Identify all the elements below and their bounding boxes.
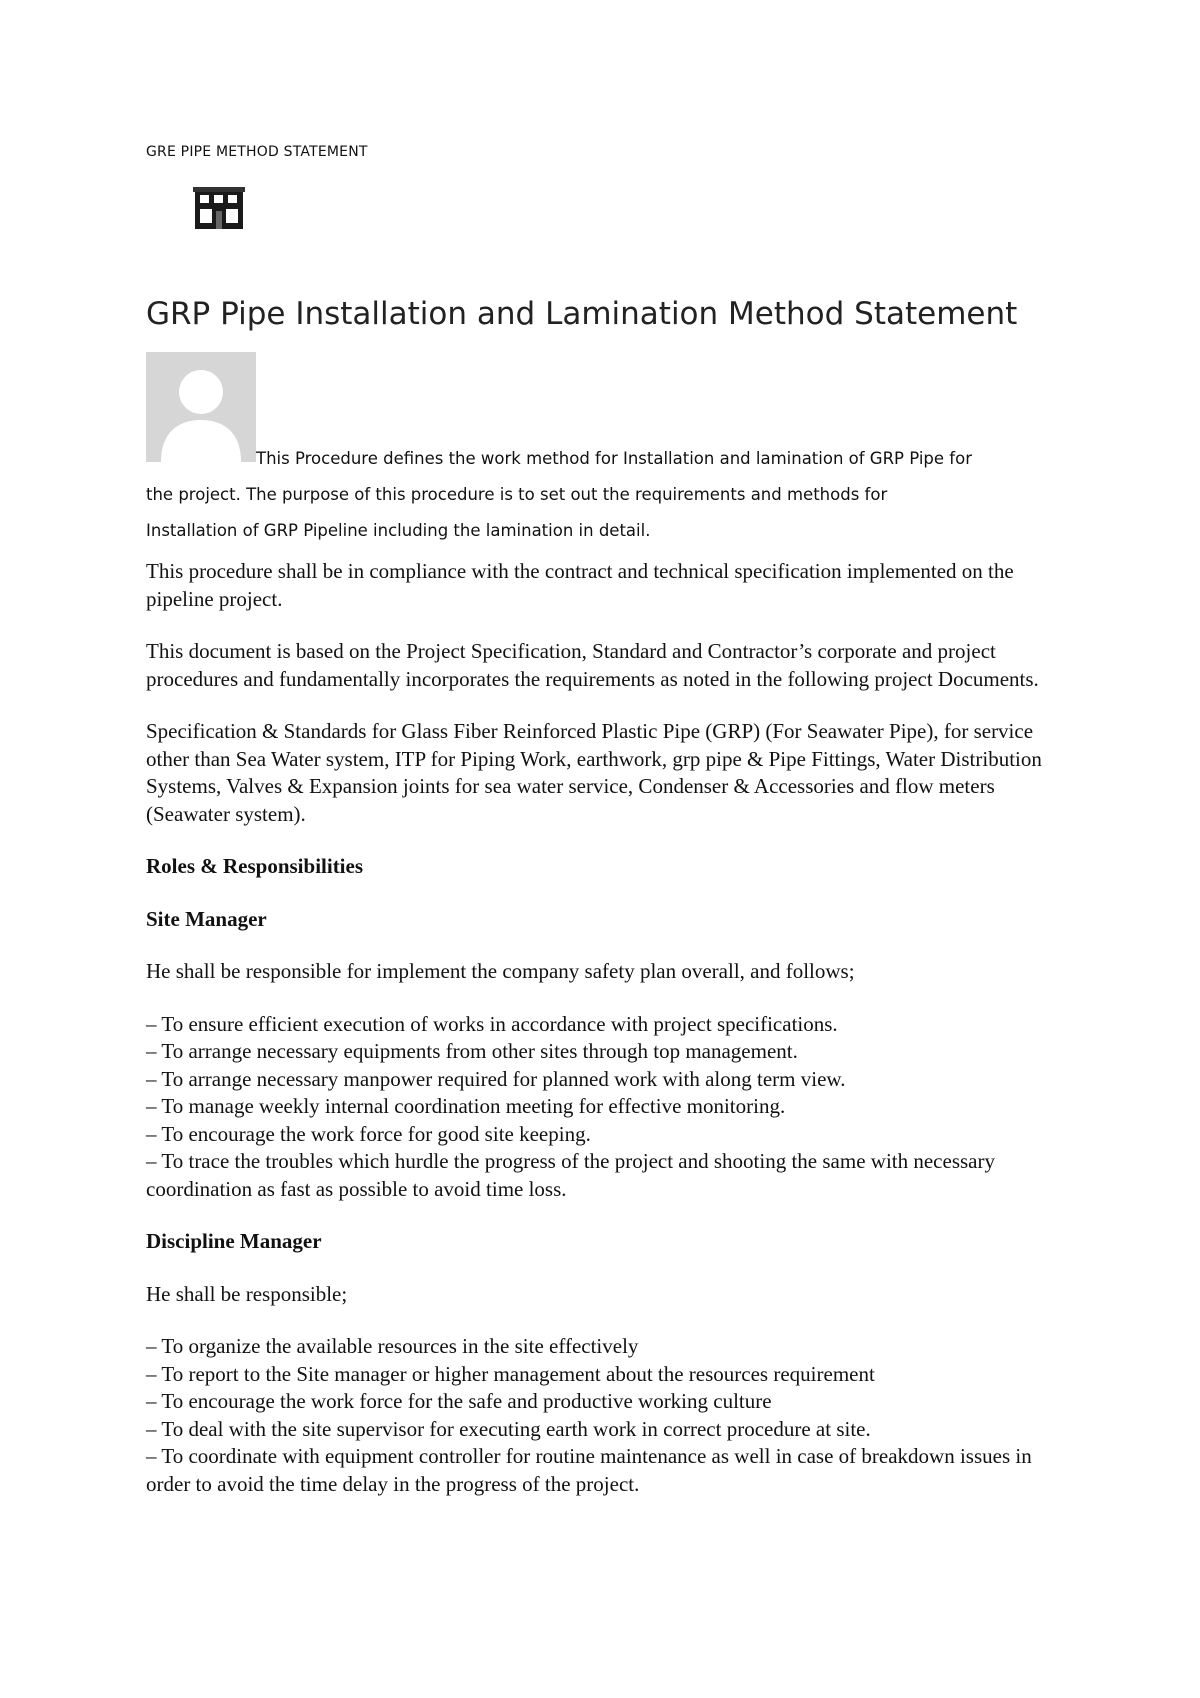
intro-line-2: the project. The purpose of this procedure is to set out the requirements and methods for xyxy=(146,485,888,504)
basis-paragraph: This document is based on the Project Specification, Standard and Contractor’s corporate and project procedures and fundamentally incorporates the requirements as noted in the following project Documents. xyxy=(146,639,1039,691)
discipline-manager-intro: He shall be responsible; xyxy=(146,1281,348,1306)
list-item: – To coordinate with equipment controller for routine maintenance as well in case of breakdown issues in order to avoid the time delay in the progress of the project. xyxy=(146,1444,1032,1496)
list-item: – To trace the troubles which hurdle the progress of the project and shooting the same with necessary coordination as fast as possible to avoid time loss. xyxy=(146,1149,995,1201)
list-item: – To organize the available resources in the site effectively xyxy=(146,1334,639,1358)
discipline-manager-list xyxy=(146,1333,1076,1498)
list-item: – To ensure efficient execution of works in accordance with project specifications. xyxy=(146,1011,838,1036)
page-title: GRP Pipe Installation and Lamination Method Statement xyxy=(146,296,1018,332)
list-item: – To encourage the work force for good site keeping. xyxy=(146,1121,591,1146)
intro-paragraph xyxy=(146,441,1076,549)
building-logo-icon xyxy=(193,183,245,231)
intro-line-1: This Procedure defines the work method for Installation and lamination of GRP Pipe for xyxy=(256,449,972,468)
site-manager-list xyxy=(146,1011,1076,1204)
list-item: – To encourage the work force for the safe and productive working culture xyxy=(146,1389,772,1413)
site-manager-intro: He shall be responsible for implement the company safety plan overall, and follows; xyxy=(146,959,855,983)
list-item: – To arrange necessary equipments from other sites through top management. xyxy=(146,1039,798,1063)
list-item: – To deal with the site supervisor for executing earth work in correct procedure at site. xyxy=(146,1416,871,1441)
specs-paragraph: Specification & Standards for Glass Fiber Reinforced Plastic Pipe (GRP) (For Seawater Pipe), for service other than Sea Water system, ITP for Piping Work, earthwork, grp pipe & Pipe Fittings, Water Distribution Systems, Valves & Expansion joints for sea water service, Condenser & Accessories and flow meters (Seawater system). xyxy=(146,719,1042,826)
list-item: – To manage weekly internal coordination meeting for effective monitoring. xyxy=(146,1094,786,1118)
intro-line-3: Installation of GRP Pipeline including the lamination in detail. xyxy=(146,521,651,540)
compliance-paragraph: This procedure shall be in compliance with the contract and technical specification implemented on the pipeline project. xyxy=(146,559,1014,611)
list-item: – To report to the Site manager or higher management about the resources requirement xyxy=(146,1361,875,1386)
document-header: GRE PIPE METHOD STATEMENT xyxy=(146,144,368,160)
roles-heading: Roles & Responsibilities xyxy=(146,854,364,878)
list-item: – To arrange necessary manpower required for planned work with along term view. xyxy=(146,1066,846,1091)
site-manager-heading: Site Manager xyxy=(146,906,267,931)
discipline-manager-heading: Discipline Manager xyxy=(146,1229,322,1253)
document-body xyxy=(146,558,1076,1523)
